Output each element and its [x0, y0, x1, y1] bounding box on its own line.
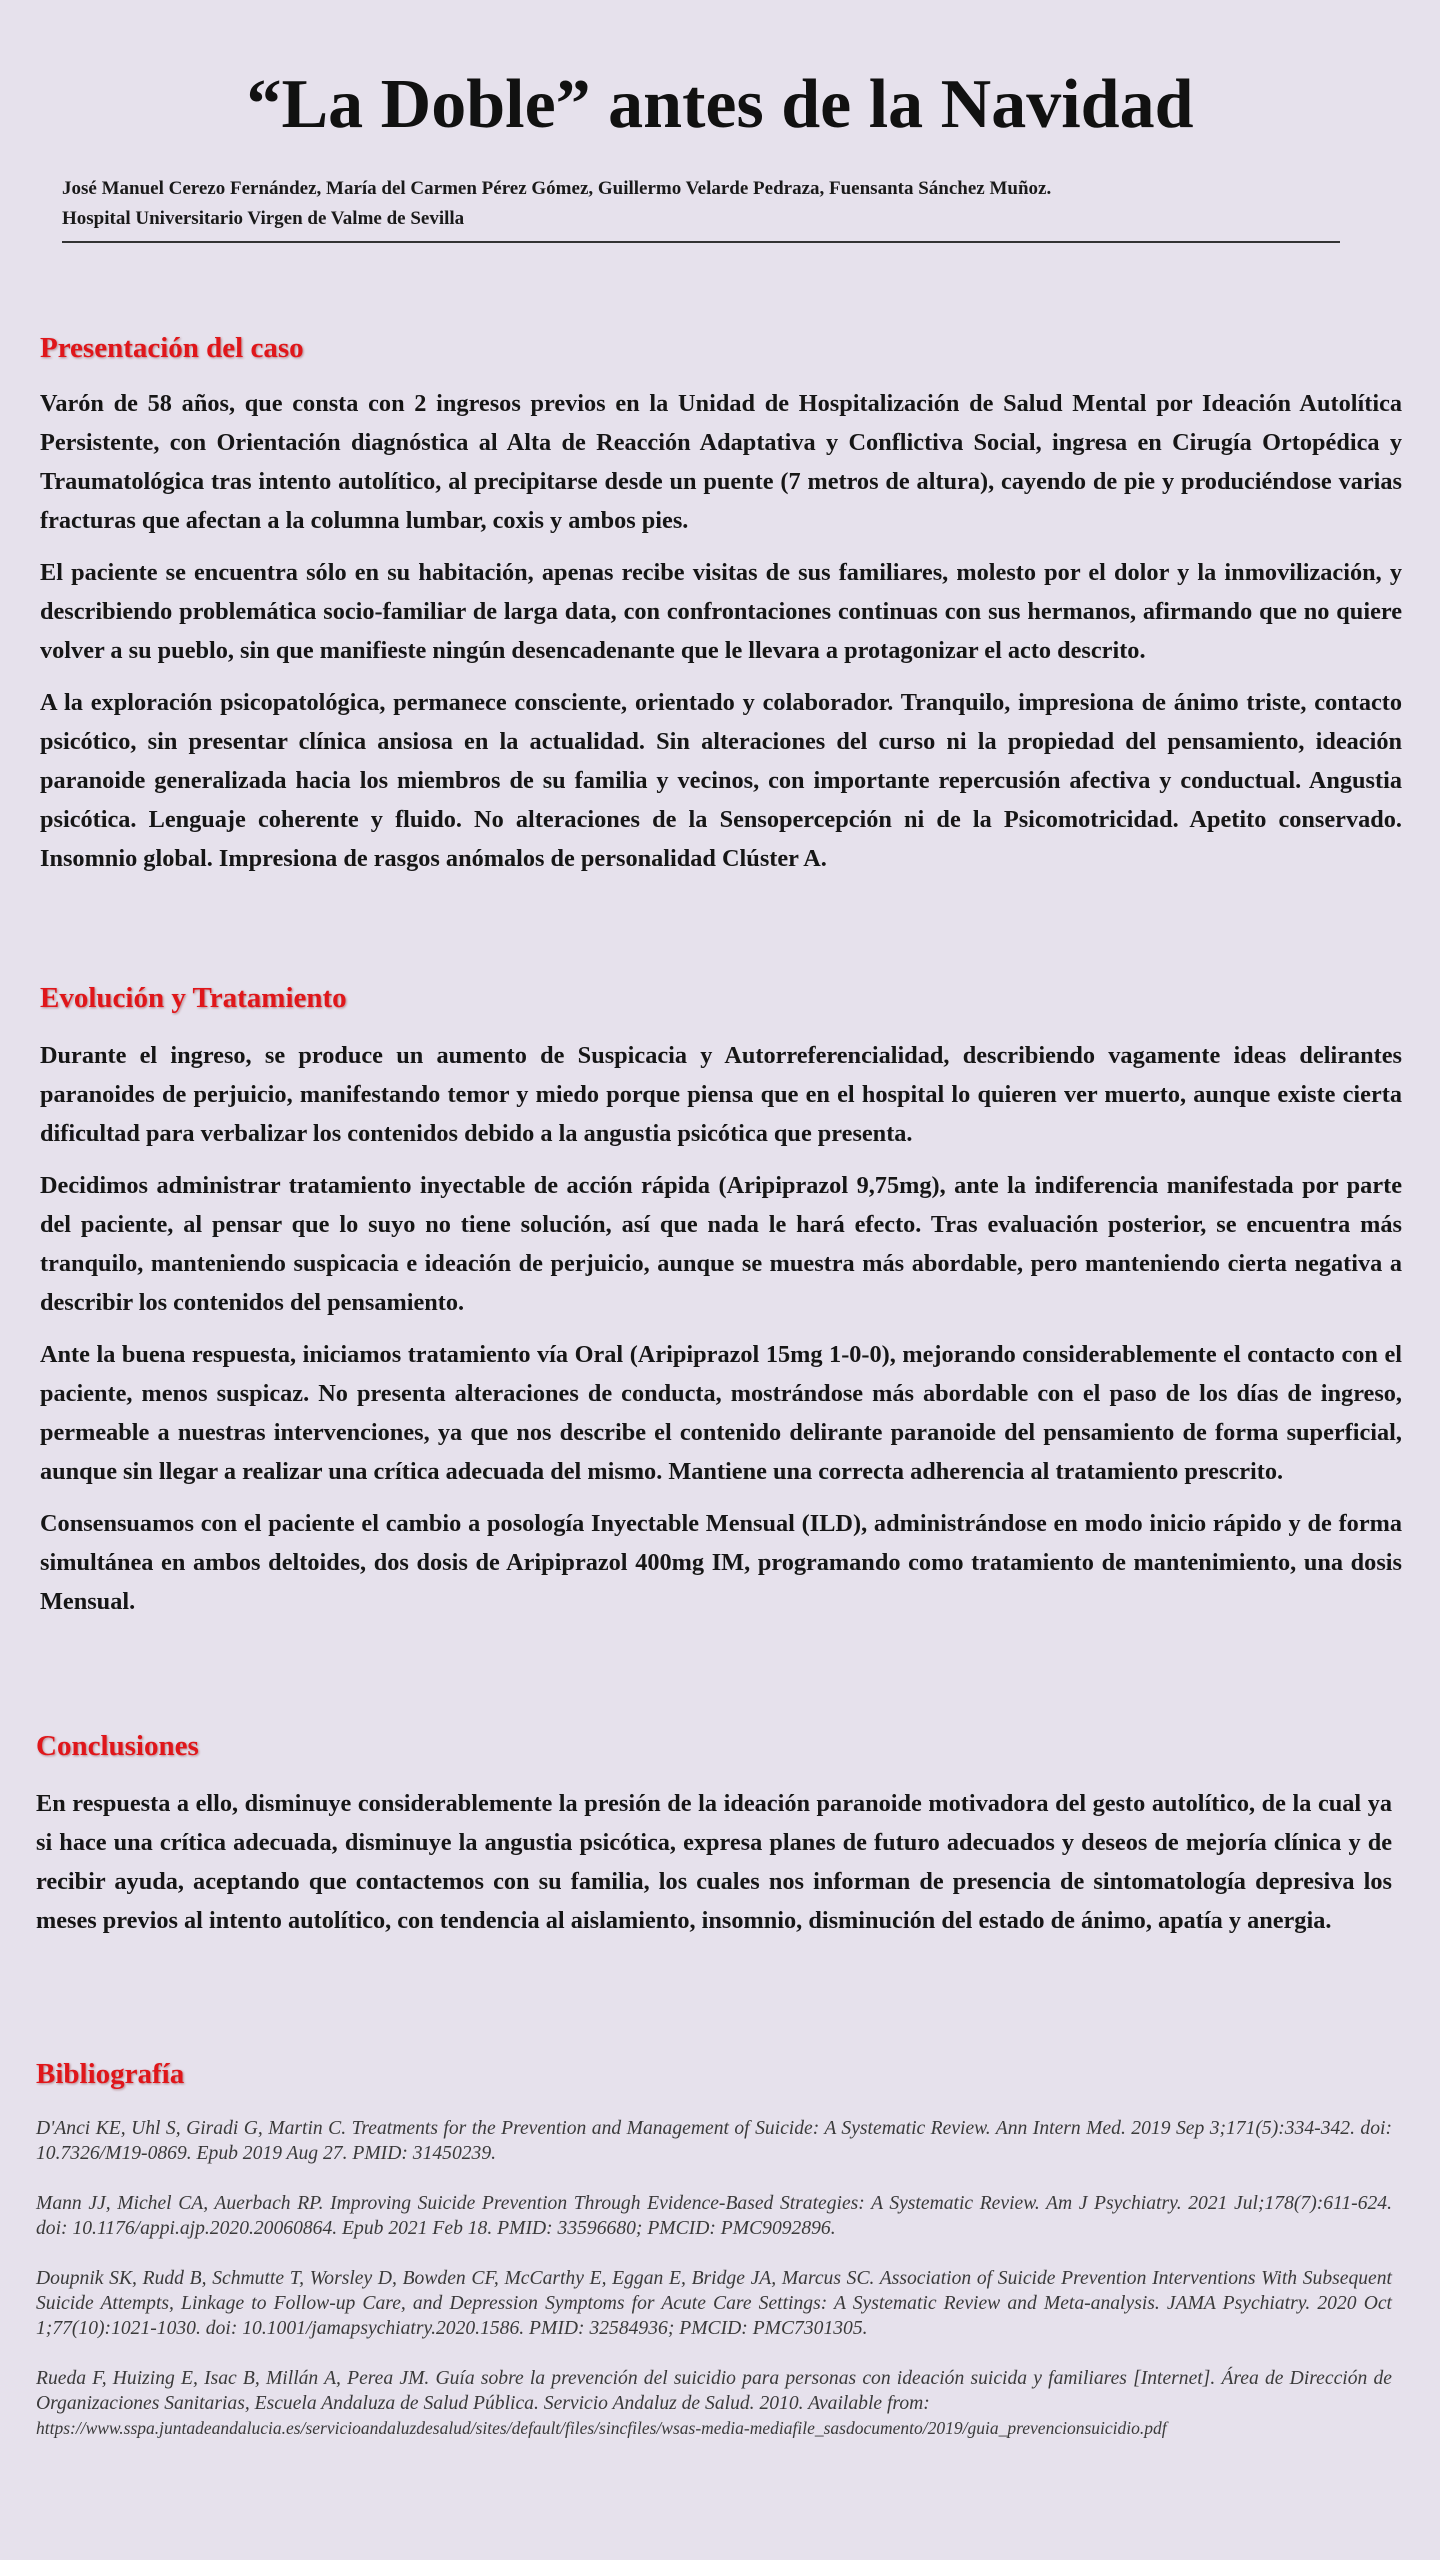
paragraph: Varón de 58 años, que consta con 2 ingresos previos en la Unidad de Hospitalización de Salud Mental por Ideación Autolítica Persistente, con Orientación diagnóstica al Alta de Reacción Adaptativa y Conflictiva Social, ingresa en Cirugía Ortopédica y Traumatológica tras intento autolítico, al precipitarse desde un puente (7 metros de altura), cayendo de pie y produciéndose varias fracturas que afectan a la columna lumbar, coxis y ambos pies.: [40, 390, 1402, 534]
section-bibliografia: [36, 2116, 1392, 2441]
paragraph: En respuesta a ello, disminuye considerablemente la presión de la ideación paranoide motivadora del gesto autolítico, de la cual ya si hace una crítica adecuada, disminuye la angustia psicótica, expresa planes de futuro adecuados y deseos de mejoría clínica y de recibir ayuda, aceptando que contactemos con su familia, los cuales nos informan de presencia de sintomatología depresiva los meses previos al intento autolítico, con tendencia al aislamiento, insomnio, disminución del estado de ánimo, apatía y anergia.: [36, 1790, 1392, 1934]
reference-item: D'Anci KE, Uhl S, Giradi G, Martin C. Treatments for the Prevention and Management of Suicide: A Systematic Review. Ann Intern Med. 2019 Sep 3;171(5):334-342. doi: 10.7326/M19-0869. Epub 2019 Aug 27. PMID: 31450239.: [36, 2118, 1392, 2164]
reference-item: Mann JJ, Michel CA, Auerbach RP. Improving Suicide Prevention Through Evidence-Based Strategies: A Systematic Review. Am J Psychiatry. 2021 Jul;178(7):611-624. doi: 10.1176/appi.ajp.2020.20060864. Epub 2021 Feb 18. PMID: 33596680; PMCID: PMC9092896.: [36, 2193, 1392, 2239]
reference-url: https://www.sspa.juntadeandalucia.es/servicioandaluzdesalud/sites/default/files/sincfiles/wsas-media-mediafile_sasdocumento/2019/guia_prevencionsuicidio.pdf: [36, 2418, 1167, 2438]
authors-block: [62, 174, 1342, 234]
heading-presentacion: Presentación del caso: [40, 332, 304, 364]
heading-evolucion: Evolución y Tratamiento: [40, 982, 347, 1014]
author-list: José Manuel Cerezo Fernández, María del Carmen Pérez Gómez, Guillermo Velarde Pedraza, Fuensanta Sánchez Muñoz.: [62, 178, 1052, 199]
heading-conclusiones: Conclusiones: [36, 1730, 199, 1762]
section-evolucion: [40, 1036, 1402, 1634]
heading-bibliografia: Bibliografía: [36, 2058, 185, 2090]
header-divider: [62, 241, 1340, 243]
paragraph: Ante la buena respuesta, iniciamos tratamiento vía Oral (Aripiprazol 15mg 1-0-0), mejorando considerablemente el contacto con el paciente, menos suspicaz. No presenta alteraciones de conducta, mostrándose más abordable con el paso de los días de ingreso, permeable a nuestras intervenciones, ya que nos describe el contenido delirante paranoide del pensamiento de forma superficial, aunque sin llegar a realizar una crítica adecuada del mismo. Mantiene una correcta adherencia al tratamiento prescrito.: [40, 1341, 1402, 1485]
paragraph: A la exploración psicopatológica, permanece consciente, orientado y colaborador. Tranquilo, impresiona de ánimo triste, contacto psicótico, sin presentar clínica ansiosa en la actualidad. Sin alteraciones del curso ni la propiedad del pensamiento, ideación paranoide generalizada hacia los miembros de su familia y vecinos, con importante repercusión afectiva y conductual. Angustia psicótica. Lenguaje coherente y fluido. No alteraciones de la Sensopercepción ni de la Psicomotricidad. Apetito conservado. Insomnio global. Impresiona de rasgos anómalos de personalidad Clúster A.: [40, 689, 1402, 872]
reference-item: Doupnik SK, Rudd B, Schmutte T, Worsley D, Bowden CF, McCarthy E, Eggan E, Bridge JA, Marcus SC. Association of Suicide Prevention Interventions With Subsequent Suicide Attempts, Linkage to Follow-up Care, and Depression Symptoms for Acute Care Settings: A Systematic Review and Meta-analysis. JAMA Psychiatry. 2020 Oct 1;77(10):1021-1030. doi: 10.1001/jamapsychiatry.2020.1586. PMID: 32584936; PMCID: PMC7301305.: [36, 2268, 1392, 2339]
section-conclusiones: [36, 1784, 1392, 1953]
reference-item: [36, 2366, 1392, 2441]
paragraph: Decidimos administrar tratamiento inyectable de acción rápida (Aripiprazol 9,75mg), ante la indiferencia manifestada por parte del paciente, al pensar que lo suyo no tiene solución, así que nada le hará efecto. Tras evaluación posterior, se encuentra más tranquilo, manteniendo suspicacia e ideación de perjuicio, aunque se muestra más abordable, pero manteniendo cierta negativa a describir los contenidos del pensamiento.: [40, 1172, 1402, 1316]
paragraph: El paciente se encuentra sólo en su habitación, apenas recibe visitas de sus familiares, molesto por el dolor y la inmovilización, y describiendo problemática socio-familiar de larga data, con confrontaciones continuas con sus hermanos, afirmando que no quiere volver a su pueblo, sin que manifieste ningún desencadenante que le llevara a protagonizar el acto descrito.: [40, 559, 1402, 664]
institution: Hospital Universitario Virgen de Valme de Sevilla: [62, 208, 465, 229]
poster-title: “La Doble” antes de la Navidad: [246, 66, 1194, 143]
paragraph: Durante el ingreso, se produce un aumento de Suspicacia y Autorreferencialidad, describiendo vagamente ideas delirantes paranoides de perjuicio, manifestando temor y miedo porque piensa que en el hospital lo quieren ver muerto, aunque existe cierta dificultad para verbalizar los contenidos debido a la angustia psicótica que presenta.: [40, 1042, 1402, 1147]
paragraph: Consensuamos con el paciente el cambio a posología Inyectable Mensual (ILD), administrándose en modo inicio rápido y de forma simultánea en ambos deltoides, dos dosis de Aripiprazol 400mg IM, programando como tratamiento de mantenimiento, una dosis Mensual.: [40, 1510, 1402, 1615]
reference-text: Rueda F, Huizing E, Isac B, Millán A, Perea JM. Guía sobre la prevención del suicidio para personas con ideación suicida y familiares [Internet]. Área de Dirección de Organizaciones Sanitarias, Escuela Andaluza de Salud Pública. Servicio Andaluz de Salud. 2010. Available from:: [36, 2368, 1392, 2414]
section-presentacion: [40, 384, 1402, 891]
